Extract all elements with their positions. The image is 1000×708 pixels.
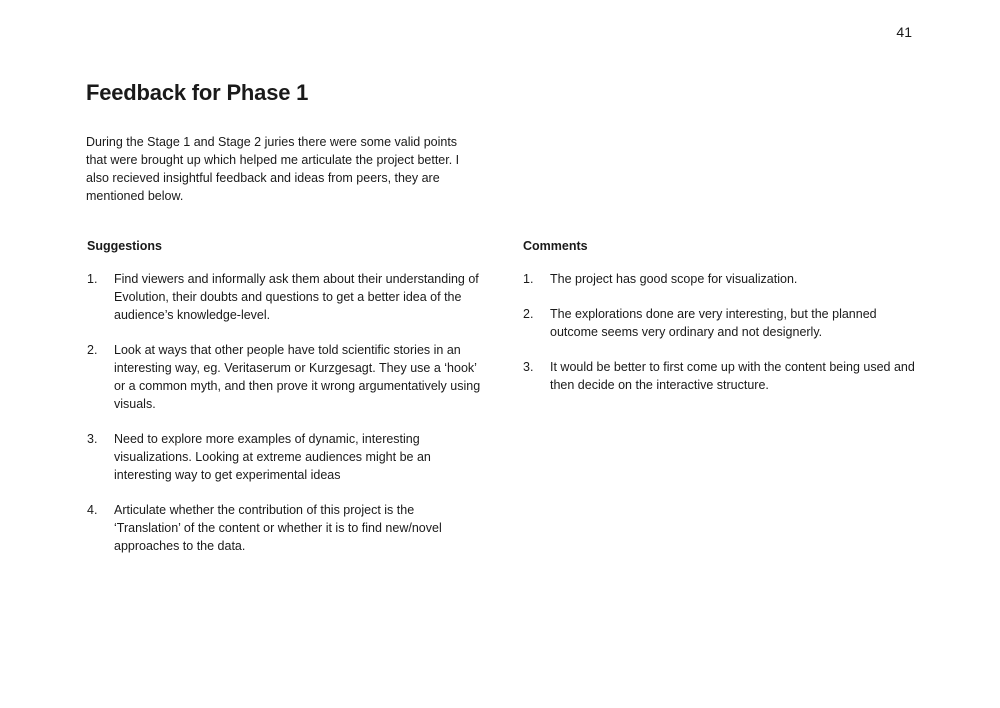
item-text: Articulate whether the contribution of this project is the ‘Translation’ of the content or whether it is to find new/novel approaches to the data. [114, 503, 442, 553]
page-number: 41 [896, 24, 912, 40]
intro-paragraph: During the Stage 1 and Stage 2 juries there were some valid points that were brought up which helped me articulate the project better. I also recieved insightful feedback and ideas from peers, they are mentioned below. [86, 135, 460, 203]
suggestions-list [87, 270, 482, 555]
item-text: Need to explore more examples of dynamic, interesting visualizations. Looking at extreme audiences might be an interesting way to get experimental ideas [114, 432, 431, 482]
item-number: 2. [87, 343, 98, 357]
comments-section [523, 238, 923, 411]
item-text: Look at ways that other people have told scientific stories in an interesting way, eg. Veritaserum or Kurzgesagt. They use a ‘hook’ or a common myth, and then prove it wrong argumentatively using visuals. [114, 343, 481, 411]
item-number: 1. [523, 272, 534, 286]
page-title: Feedback for Phase 1 [86, 80, 309, 105]
item-text: Find viewers and informally ask them about their understanding of Evolution, their doubts and questions to get a better idea of the audience’s knowledge-level. [114, 272, 479, 322]
suggestion-item [87, 501, 482, 555]
suggestion-item [87, 341, 482, 413]
comment-item [523, 270, 923, 288]
suggestions-heading: Suggestions [87, 239, 163, 253]
comment-item [523, 305, 923, 341]
item-text: The explorations done are very interesting, but the planned outcome seems very ordinary and not designerly. [550, 307, 877, 339]
comments-heading: Comments [523, 239, 588, 253]
suggestion-item [87, 270, 482, 324]
suggestions-section [87, 238, 482, 572]
item-text: It would be better to first come up with the content being used and then decide on the interactive structure. [550, 360, 915, 392]
comment-item [523, 358, 923, 394]
item-number: 4. [87, 503, 98, 517]
item-number: 2. [523, 307, 534, 321]
item-text: The project has good scope for visualization. [550, 272, 798, 286]
suggestion-item [87, 430, 482, 484]
item-number: 1. [87, 272, 98, 286]
comments-list [523, 270, 923, 394]
item-number: 3. [87, 432, 98, 446]
item-number: 3. [523, 360, 534, 374]
